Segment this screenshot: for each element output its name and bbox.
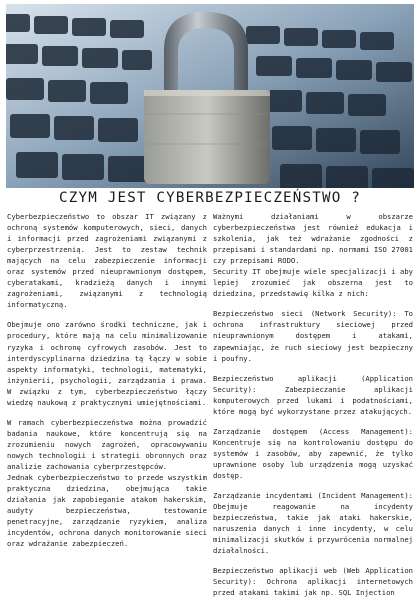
- paragraph: Bezpieczeństwo sieci (Network Security): To ochrona infrastruktury sieciowej przed nieuprawnionym dostępem i atakami, zapewniając, że ruch sieciowy jest bezpieczny i poufny.: [213, 309, 413, 363]
- padlock-keyboard-illustration: [6, 4, 414, 188]
- paragraph: Zarządzanie incydentami (Incident Management): Obejmuje reagowanie na incydenty bezpieczeństwa, takie jak ataki hakerskie, naruszenia danych i inne incydenty, w celu minimalizacji skutków i przywrócenia normalnej działalności.: [213, 491, 413, 556]
- paragraph: Security IT obejmuje wiele specjalizacji i aby lepiej zrozumieć jak obszerna jest to dziedzina, przedstawię kilka z nich:: [213, 267, 413, 299]
- hero-image: [6, 4, 414, 188]
- paragraph: Bezpieczeństwo aplikacji (Application Security): Zabezpieczanie aplikacji komputerowych przed lukami i podatnościami, które mogą być wykorzystane przez atakujących.: [213, 373, 413, 416]
- paragraph: Ważnymi działaniami w obszarze cyberbezpieczeństwa jest również edukacja i szkolenia, jak też wdrażanie zgodności z przepisami i standardami np. normami ISO 27001 czy przepisami RODO.: [213, 212, 413, 266]
- paragraph: Jednak cyberbezpieczeństwo to przede wszystkim praktyczna dziedzina, obejmująca takie działania jak zapobieganie atakom hakerskim, audyty bezpieczeństwa, testowanie penetracyjne, zarządzanie ryzykiem, analiza incydentów, ochrona danych monitorowanie sieci oraz wdrażanie zabezpieczeń.: [7, 473, 207, 549]
- paragraph: W ramach cyberbezpieczeństwa można prowadzić badania naukowe, które koncentrują się na zrozumieniu nowych zagrożeń, opracowywaniu nowych technologii i strategii obronnych oraz analizie zachowania cyberprzestępców.: [7, 417, 207, 471]
- paragraph: Bezpieczeństwo aplikacji web (Web Application Security): Ochrona aplikacji internetowych przed atakami takimi jak np. SQL Injection: [213, 566, 413, 598]
- page-title: CZYM JEST CYBERBEZPIECZEŃSTWO ?: [59, 190, 361, 206]
- right-column: [213, 211, 413, 607]
- paragraph: Zarządzanie dostępem (Access Management): Koncentruje się na kontrolowaniu dostępu do systemów i zasobów, aby zapewnić, że tylko uprawnione osoby lub urządzenia mogą uzyskać dostęp.: [213, 426, 413, 480]
- left-column: [7, 211, 207, 558]
- paragraph: Cyberbezpieczeństwo to obszar IT związany z ochroną systemów komputerowych, sieci, danych i informacji przed zagrożeniami związanymi z cyberprzestrzenią. Jest to zestaw technik mających na celu zabezpieczenie informacji oraz systemów przed nieuprawnionym dostępem, cyberatakami, kradzieżą danych i innymi zagrożeniami, związanymi z technologią informatyczną.: [7, 212, 207, 310]
- paragraph: Obejmuje ono zarówno środki techniczne, jak i procedury, które mają na celu minimalizowanie ryzyka i ochronę cyfrowych zasobów. Jest to interdyscyplinarna dziedzina tą łączy w sobie aspekty informatyki, technologii, matematyki, inżynierii, psychologii, zarządzania i prawa. W związku z tym, cyberbezpieczeństwo łączy wiedzę naukową z praktycznymi umiejętnościami.: [7, 320, 207, 407]
